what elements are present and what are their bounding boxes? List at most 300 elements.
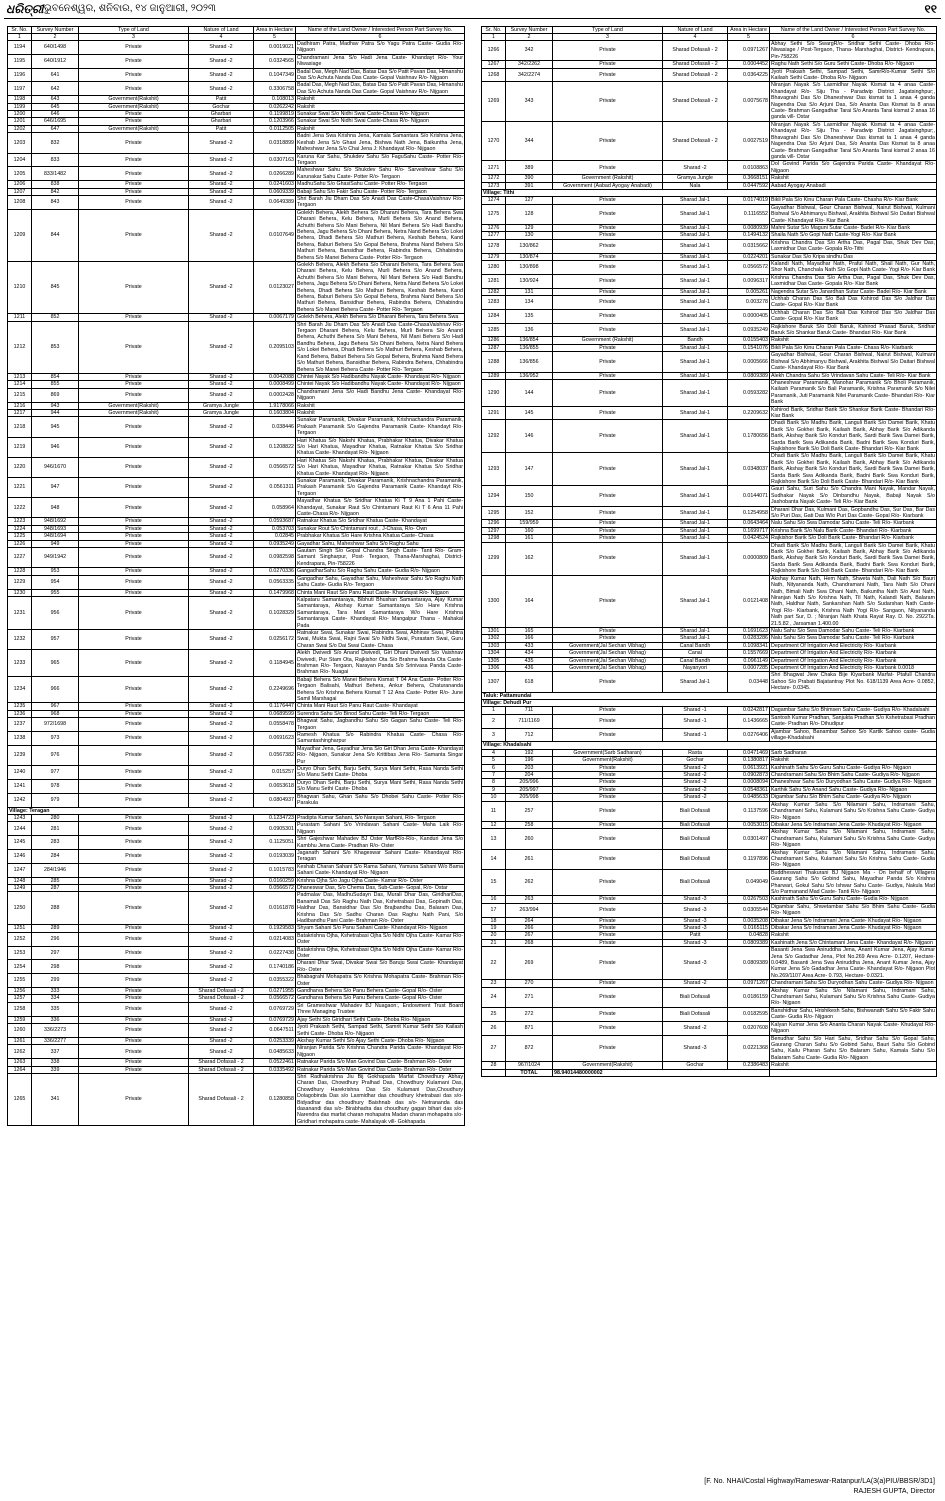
land-type-cell: Government(Sarb Sadharan) — [553, 749, 663, 756]
area-cell: 0.1203966 — [254, 118, 296, 125]
sr-no-cell: 1231 — [8, 596, 32, 629]
land-nature-cell: Sharad Dofasali - 2 — [189, 995, 254, 1002]
sr-no-cell: 1219 — [8, 437, 32, 457]
sr-no-cell: 1205 — [8, 167, 32, 181]
survey-number-cell: 833 — [32, 153, 79, 167]
sr-no-cell: 1294 — [482, 486, 506, 506]
sr-no-cell: 1203 — [8, 133, 32, 153]
survey-number-cell: 946 — [32, 437, 79, 457]
newspaper-brand: ଧରିତ୍ରୀ — [6, 2, 44, 16]
land-type-cell: Private — [79, 41, 189, 55]
table-row — [8, 417, 465, 437]
sr-no-cell: 1275 — [482, 204, 506, 224]
area-cell: 0.1436665 — [728, 714, 770, 728]
land-type-cell: Private — [553, 801, 663, 821]
sr-no-cell: 1303 — [482, 642, 506, 649]
land-nature-cell: Sharad -2 — [189, 498, 254, 518]
table-row — [482, 664, 937, 671]
table-row — [482, 749, 937, 756]
area-cell: 0.058964 — [254, 498, 296, 518]
land-type-cell: Private — [79, 849, 189, 863]
survey-number-cell: 165 — [506, 627, 553, 634]
area-cell: 0.0355322 — [254, 974, 296, 988]
survey-number-cell: 646 — [32, 111, 79, 118]
survey-number-cell: 948/1694 — [32, 533, 79, 540]
col-nature-of-land: Nature of Land — [663, 27, 728, 34]
land-type-cell: Private — [553, 527, 663, 534]
table-row — [8, 925, 465, 932]
area-cell: 0.02845 — [254, 533, 296, 540]
col-num: 3 — [553, 34, 663, 41]
sr-no-cell: 1251 — [8, 925, 32, 932]
survey-number-cell: 954 — [32, 575, 79, 589]
area-cell: 0.1176447 — [254, 703, 296, 710]
table-row — [8, 118, 465, 125]
survey-number-cell: 967/1024 — [506, 1062, 553, 1069]
right-notice-table — [481, 26, 937, 1077]
col-type-of-land: Type of Land — [79, 27, 189, 34]
table-row — [8, 836, 465, 850]
owner-name-cell: Batakrishna Ojha, Kshetrabasi Ojha S/o Nidhi Ojha Caste- Kamar R/o- Oster — [297, 932, 463, 946]
area-cell: 0.0647511 — [254, 1024, 296, 1038]
sr-no-cell: 1202 — [8, 125, 32, 132]
sr-no-cell: 1301 — [482, 627, 506, 634]
sr-no-cell: 1198 — [8, 96, 32, 103]
survey-number-cell: 845 — [32, 262, 79, 314]
col-num: 4 — [189, 34, 254, 41]
survey-number-cell: 853 — [32, 321, 79, 373]
land-nature-cell: Sharad -2 — [189, 321, 254, 373]
area-cell: 0.0276406 — [728, 728, 770, 742]
land-type-cell: Private — [79, 457, 189, 477]
survey-number-cell: 852 — [32, 314, 79, 321]
land-nature-cell: Biali Dofasali — [663, 801, 728, 821]
owner-name-cell: Krishna Barik S/o Nalu Barik Caste- Bhandari R/o- Kiarbank — [770, 527, 937, 534]
sr-no-cell: 21 — [482, 939, 506, 946]
table-row — [8, 629, 465, 649]
survey-number-cell: 342/2262 — [506, 61, 553, 68]
survey-number-cell: 711/1169 — [506, 714, 553, 728]
sr-no-cell: 1222 — [8, 498, 32, 518]
owner-name-cell: Bikli Pala S/o Kinu Charan Pala Caste- Chasha R/o- Kiar Bank — [770, 197, 937, 204]
land-type-cell: Private — [553, 224, 663, 231]
table-row — [8, 498, 465, 518]
land-nature-cell: Sharad -2 — [189, 1002, 254, 1016]
sr-no-cell: 18 — [482, 917, 506, 924]
land-type-cell: Private — [79, 111, 189, 118]
area-cell: 0.1028329 — [254, 596, 296, 629]
area-cell: 0.1098341 — [728, 642, 770, 649]
village-heading: Village: Dehudi Pur — [482, 700, 937, 707]
sr-no-cell: 14 — [482, 849, 506, 869]
sr-no-cell: 1249 — [8, 884, 32, 891]
sr-no-cell: 1226 — [8, 540, 32, 547]
owner-name-cell: Surendra Sahu S/o Binod Sahu Caste- Teli R/o- Tergaon — [296, 710, 465, 717]
owner-name-cell: Kalyan Kumar Jena S/o Ananta Charan Nayak Caste- Khudayat R/o- Nijgaon — [771, 1021, 935, 1035]
area-cell: 0.0165115 — [728, 925, 770, 932]
sr-no-cell: 1257 — [8, 995, 32, 1002]
owner-name-cell: Dhadi Barik S/o Madhu Barik, Languli Barik S/o Damei Barik, Khatu Barik S/o Gokhei Barik, Kailash Barik, Abhay Barik S/o Adikanda Barik, Akshay Barik S/o Konduri Barik, Sardi Barik Swa Damei Barik, Sarda Barik Swa Adikanda Barik, Badni Barik Swa Konduri Barik, Rajkishore Barik S/o Doli Barik Caste- Bhandari R/o- Kiar Bank — [771, 453, 935, 485]
table-row — [8, 153, 465, 167]
owner-name-cell: Hari Khatua S/o Nakshi Khatua, Prabhakar Khatua, Divakar Khatua S/o Hari Khatua, Mayadhar Khatua, Ratnakar Khatua S/o Sridhar Khatua Caste- Khandayat R/o- Nijgaon — [297, 437, 463, 457]
owner-name-cell: Gangadhar Sahu, Gayadhar Sahu, Maheshwar Sahu S/o Raghu Nath Sahu Caste- Gudia R/o- Tergaon — [297, 575, 463, 589]
survey-number-cell: 949 — [32, 540, 79, 547]
land-nature-cell: Gharbari — [189, 118, 254, 125]
survey-number-cell: 967 — [32, 703, 79, 710]
sr-no-cell: 1241 — [8, 779, 32, 793]
land-nature-cell: Sharad Jal-1 — [663, 232, 728, 239]
sr-no-cell: 26 — [482, 1021, 506, 1035]
survey-number-cell: 712 — [506, 728, 553, 742]
area-cell: 0.0593687 — [254, 518, 296, 525]
sr-no-cell: 1280 — [482, 261, 506, 275]
sr-no-cell: 1264 — [8, 1066, 32, 1073]
table-row — [482, 161, 937, 175]
table-row — [482, 764, 937, 771]
survey-number-cell: 205/996 — [506, 779, 553, 786]
land-nature-cell: Sharad Jal-1 — [663, 520, 728, 527]
land-nature-cell: Sharad -2 — [189, 568, 254, 575]
owner-name-cell: Kshirod Barik, Sridhar Barik S/o Shankar Barik Caste- Bhandari R/o- Kiar Bank — [771, 406, 935, 419]
land-nature-cell: Sharad Jal-1 — [663, 486, 728, 506]
owner-name-cell: Rakshit — [296, 409, 465, 416]
land-type-cell: Private — [79, 321, 189, 373]
owner-name-cell: Kalandi Nath, Mayadhar Nath, Praful Nath, Shail Nath, Gur Nath, Shor Nath, Chanchala Nath S/o Gopi Nath Caste- Yogi R/o- Kiar Bank — [771, 261, 935, 274]
sr-no-cell: 19 — [482, 925, 506, 932]
table-row — [482, 506, 937, 520]
land-nature-cell: Sharad -2 — [189, 195, 254, 209]
area-cell: 0.0566572 — [254, 884, 296, 891]
survey-number-cell: 297 — [32, 946, 79, 960]
table-row — [482, 939, 937, 946]
land-type-cell: Private — [553, 1007, 663, 1021]
sr-no-cell: 1306 — [482, 664, 506, 671]
land-type-cell: Private — [553, 779, 663, 786]
table-row — [482, 274, 937, 288]
survey-number-cell: 342 — [506, 41, 553, 61]
column-number-row — [482, 34, 937, 41]
land-nature-cell: Sharad Jal-1 — [663, 204, 728, 224]
area-cell: 0.1699717 — [728, 527, 770, 534]
land-type-cell: Private — [553, 453, 663, 486]
owner-name-cell: Uchhab Charan Das S/o Bali Das Kshirod Das S/o Jaldhar Das Caste- Gopal R/o- Kiar Bank — [771, 296, 935, 309]
table-row — [482, 917, 937, 924]
owner-name-cell: Mayadhar Khatua S/o Sridhar Khatua Ki T 9 Ana 1 Pahi Caste- Khandayat, Sunakar Raut S/o Chintamani Raut Ki T 6 Ana 11 Pahi Caste-Chasa R/o- Nijgaon — [297, 498, 463, 518]
table-row — [8, 402, 465, 409]
land-type-cell: Government(Rakshit) — [79, 96, 189, 103]
land-type-cell: Private — [79, 518, 189, 525]
survey-number-cell: 130/862 — [506, 239, 553, 253]
col-area: Area in Hectare — [254, 27, 296, 34]
owner-name-cell: Abhay Sethi S/o SwargR/o- Sridhar Sethi Caste- Dhoba R/o- Niwasiage / Post-Tergaon, Thana- Marshaghai, District- Kendrapara, Pin-758226 — [771, 41, 935, 60]
area-cell: 0.1184945 — [254, 650, 296, 677]
sr-no-cell: 1234 — [8, 676, 32, 703]
area-cell: 0.1199819 — [254, 111, 296, 118]
land-type-cell: Private — [553, 420, 663, 453]
owner-name-cell: Badal Das, Megh Nad Das, Batas Das S/o Patit Pavan Das, Himanshu Das S/o Achuta Nanda Das Caste- Gopal Vaishnav R/o- Nijgaon — [297, 82, 463, 95]
owner-name-cell: Hari Khatua S/o Nakshi Khatua, Prabhakar Khatua, Divakar Khatua S/o Hari Khatua, Mayadhar Khatua, Ratnakar Khatua S/o Sridhar Khatua Caste- Khandayat R/o- Nijgaon — [297, 457, 463, 477]
table-row — [8, 82, 465, 96]
table-row — [482, 627, 937, 634]
survey-number-cell: 948/1693 — [32, 525, 79, 532]
owner-name-cell: Rajkishor Barik S/o Doli Barik Caste- Bhandari R/o- Kiarbank — [770, 535, 937, 542]
survey-number-cell: 128 — [506, 204, 553, 224]
area-cell: 0.0485633 — [254, 1045, 296, 1059]
owner-name-cell: Dhaneshwar Sahu S/o Duryodhan Sahu Caste- Gudiya R/o- Nijgaon — [770, 779, 937, 786]
survey-number-cell: 269 — [506, 947, 553, 980]
sr-no-cell: 1197 — [8, 82, 32, 96]
sr-no-cell: 1220 — [8, 457, 32, 477]
sr-no-cell: 1287 — [482, 344, 506, 351]
survey-number-cell: 647 — [32, 125, 79, 132]
land-type-cell: Private — [553, 869, 663, 896]
land-type-cell: Private — [553, 232, 663, 239]
land-type-cell: Private — [79, 863, 189, 877]
col-owner-name: Name of the Land Owner / Interested Person Part Survey No. — [296, 27, 465, 34]
table-row — [482, 82, 937, 121]
table-row — [8, 946, 465, 960]
land-nature-cell: Sharad -3 — [663, 939, 728, 946]
area-cell: 0.1197896 — [728, 849, 770, 869]
owner-name-cell: Akshay Kumar Sahu S/o Nilamani Sahu, Indramani Sahu, Chandramani Sahu, Kulamani Sahu S/o Krishna Sahu Caste- Gudiya R/o- Nijgaon — [771, 987, 935, 1007]
area-cell: 0.0613921 — [728, 764, 770, 771]
sr-no-cell: 27 — [482, 1035, 506, 1062]
land-type-cell: Private — [553, 296, 663, 310]
table-row — [8, 932, 465, 946]
area-cell: 0.1116552 — [728, 204, 770, 224]
table-row — [8, 125, 465, 132]
table-row — [8, 884, 465, 891]
survey-number-cell: 646/1695 — [32, 118, 79, 125]
land-nature-cell: Bandh — [663, 337, 728, 344]
land-type-cell: Private — [79, 596, 189, 629]
owner-name-cell: Bhagwat Sahu, Jagbandhu Sahu S/o Gagan Sahu Caste- Teli R/o- Tergaon — [297, 718, 463, 731]
owner-name-cell: Dhadi Barik S/o Madhu Barik, Languli Barik S/o Damei Barik, Khatu Barik S/o Gokhei Barik, Kailash Barik, Abhay Barik S/o Adikanda Barik, Akshay Barik S/o Konduri Barik, Sardi Barik Swa Damei Barik, Sarda Barik Swa Adikanda Barik, Badni Barik Swa Konduri Barik, Rajkishore Barik S/o Doli Barik Caste- Bhandari R/o- Kiar Bank — [771, 542, 935, 575]
land-nature-cell: Sharad -2 — [189, 732, 254, 746]
owner-name-cell: Bikli Pala S/o Kinu Charan Pala Caste- Chasa R/o- Kiarbank — [770, 344, 937, 351]
land-type-cell: Private — [79, 188, 189, 195]
land-nature-cell: Sharad -2 — [189, 1024, 254, 1038]
table-row — [482, 635, 937, 642]
owner-name-cell: Chandramani Jena S/o Hadi Jena Caste- Khandayt R/o- Your Niwasiage — [297, 54, 463, 68]
owner-name-cell: Duryo Dhan Sethi, Barju Sethi, Surya Mani Sethi, Rasa Nanda Sethi S/o Manu Sethi Caste- Dhoba — [297, 766, 463, 779]
survey-number-cell: 166 — [506, 635, 553, 642]
survey-number-cell: 645 — [32, 103, 79, 110]
area-cell: 0.0522461 — [254, 1059, 296, 1066]
area-cell: 0.0267503 — [728, 896, 770, 903]
sr-no-cell: 1216 — [8, 402, 32, 409]
table-row — [482, 728, 937, 742]
owner-name-cell: Sarb Sadharan — [770, 749, 937, 756]
owner-name-cell: Buddheswari Thakurani BJ Nijgaon Ma - On behalf of Villagers Gaurang Sahu S/o Gobind Sahu, Mayadhar Panda S/o Krishna Pharwari, Gokul Sahu S/o Ishwar Sahu Caste- Gudiya, Nakula Mad S/o Parmanand Mad Caste- Tanti R/o- Nijgaon — [771, 869, 935, 895]
land-nature-cell: Sharad -2 — [189, 575, 254, 589]
table-row — [482, 575, 937, 627]
area-cell: 0.0653618 — [254, 779, 296, 793]
area-cell: 0.3306758 — [254, 82, 296, 96]
col-num: 1 — [8, 34, 32, 41]
land-type-cell: Private — [79, 988, 189, 995]
land-type-cell: Private — [79, 960, 189, 974]
owner-name-cell: Prabhakar Khatua S/o Hare Krishna Khatua Caste- Chasa — [296, 533, 465, 540]
land-type-cell: Private — [553, 821, 663, 828]
land-type-cell: Private — [79, 373, 189, 380]
land-nature-cell: Sharad -2 — [189, 457, 254, 477]
land-nature-cell: Sharad -2 — [663, 764, 728, 771]
survey-number-cell: 833/1482 — [32, 167, 79, 181]
survey-number-cell: 948/1692 — [32, 518, 79, 525]
land-nature-cell: Sharad -2 — [189, 373, 254, 380]
land-type-cell: Government(Rakshit) — [553, 757, 663, 764]
land-nature-cell: Rasta — [663, 749, 728, 756]
sr-no-cell: 1239 — [8, 745, 32, 765]
survey-number-cell: 160 — [506, 527, 553, 534]
land-nature-cell: Sharad Jal-1 — [663, 379, 728, 406]
sr-no-cell: 1208 — [8, 195, 32, 209]
owner-name-cell: Basanti Jena Swa Aniruddha Jena, Anant Kumar Jena, Ajay Kumar Jena S/o Gadadhar Jena, Plot No.269 Area Acre- 0.1207, Hectare- 0.0489, Basanti Jena Swa Aniruddha Jena, Anant Kumar Jena, Ajay Kumar Jena S/o Gadadhar Jena Caste- Khandayat R/o- Nijgaon Plot No.269/1107 Area Acre- 0.793, Hectare- 0.0321. — [771, 947, 935, 979]
owner-name-cell: Rakshit — [296, 402, 465, 409]
table-row — [482, 779, 937, 786]
owner-name-cell: Golekh Behera, Alekh Behera S/o Dharani Behera, Tara Behera Swa Dharani Behera, Kelu Behera, Murli Behera S/o Anand Behera, Achuthi Behera S/o Mani Behera, Nil Mani Behera S/o Hadi Bandhu Behera, Jagu Behera S/o Dhani Behera, Netra Nand Behera S/o Lokei Behera, Dhadi Behera S/o Mathuri Behera, Keshab Behera, Kand Behera, Baburi Behera S/o Gopal Behera, Brahma Nand Behera S/o Mathuri Behera, Bansidhar Behera, Rabindra Behera, Chhabindra Behera S/o Manei Behera Caste- Potter R/o- Tergaon — [297, 209, 463, 261]
table-row — [8, 167, 465, 181]
survey-number-cell: 136/855 — [506, 344, 553, 351]
survey-number-cell: 334 — [32, 995, 79, 1002]
area-cell: 0.2249696 — [254, 676, 296, 703]
table-row — [8, 548, 465, 568]
land-type-cell: Government(Rakshit) — [79, 409, 189, 416]
land-nature-cell: Sharad Jal-1 — [663, 635, 728, 642]
sr-no-cell: 1236 — [8, 710, 32, 717]
sr-no-cell: 1305 — [482, 657, 506, 664]
table-row — [482, 896, 937, 903]
owner-name-cell: Gayadhar Bishwal, Gour Charan Bishwal, Nairut Bishwal, Kulmani Bishwal S/o Abhimanyu Bishwal, Arakhita Bishwal S/o Daitari Bishwal Caste- Khandayat R/o- Kiar Bank — [771, 352, 935, 372]
owner-name-cell: Niranjan Parida S/o Krishna Chandra Parida Caste- Khandayat R/o- Nijgaon — [297, 1045, 463, 1058]
land-nature-cell: Biali Dofasali — [663, 829, 728, 849]
land-nature-cell: Sharad Jal-1 — [663, 575, 728, 627]
owner-name-cell: Rakshit — [296, 125, 465, 132]
table-row — [482, 41, 937, 61]
owner-name-cell: Nalu Sahu S/o Swa Damodar Sahu Caste- Teli R/o- Kiarbank — [770, 627, 937, 634]
land-type-cell: Private — [79, 703, 189, 710]
survey-number-cell: 949/1942 — [32, 548, 79, 568]
owner-name-cell: Chintei Nayak S/o Hadibandhu Nayak Caste- Khandayat R/o- Nijgaon — [296, 373, 465, 380]
sr-no-cell: 1244 — [8, 822, 32, 836]
total-value: 98.94014480000002 — [553, 1069, 770, 1076]
table-row — [482, 869, 937, 896]
land-nature-cell: Sharad -2 — [663, 772, 728, 779]
owner-name-cell: Benudhar Sahu S/o Hari Sahu, Sridhar Sahu S/o Gopal Sahu, Gaurang Charan Sahu S/o Gobind Sahu, Bauri Sahu S/o Gobind Sahu, Kailu Pharan Sahu S/o Balaram Sahu, Kamala Sahu S/o Balaram Sahu Caste- Gudia R/o- Nijgaon — [771, 1035, 935, 1061]
area-cell: 0.0027519 — [728, 121, 770, 160]
owner-name-cell: Akshay Kumar Sethi S/o Ajay Sethi Caste- Dhoba R/o- Nijgaon — [296, 1037, 465, 1044]
land-nature-cell: Nala — [663, 182, 728, 189]
owner-name-cell: Batakrishna Ojha, Kshetrabasi Ojha S/o Nidhi Ojha Caste- Kamar R/o- Oster — [297, 946, 463, 960]
land-type-cell: Government(Jal Sechan Vibhag) — [553, 642, 663, 649]
owner-name-cell: Akshay Kumar Nath, Hem Nath, Shweta Nath, Dali Nath S/o Bauri Nath, Nityananda Nath, Chandramani Nath, Tara Nath S/o Dhani Nath, Bimali Nath Swa Dhani Nath, Baikuntha Nath S/o Arat Nath, Niranjan Nath S/o Krishna Nath, Til Nath, Kalandi Nath, Balaram Nath, Haldhar Nath, Sankarshan Nath S/o Sudarshan Nath Caste- Yogi R/o- Kiarbank, Krishna Nath Yogi R/o- Sangaon, Nityananda Nath part Sur, D. ; Niranjan Nath Khata Rayat Ray. D. No. 2922Ta. 21.5.82 , Jarsaman 1.400.00 — [771, 575, 935, 627]
table-row — [482, 707, 937, 714]
sr-no-cell: 1270 — [482, 121, 506, 160]
area-cell: 0.0364225 — [728, 68, 770, 82]
land-nature-cell: Sharad -2 — [663, 980, 728, 987]
table-row — [8, 195, 465, 209]
table-row — [482, 204, 937, 224]
owner-name-cell: Dibakar Jena S/o Indramani Jena Caste- Khudayat R/o- Nijgaon — [770, 917, 937, 924]
owner-name-cell: Rakshit — [770, 757, 937, 764]
survey-number-cell: 145 — [506, 406, 553, 420]
land-nature-cell: Sharad -2 — [189, 388, 254, 402]
land-nature-cell: Sharad -2 — [189, 596, 254, 629]
survey-number-cell: 338 — [32, 1059, 79, 1066]
table-row — [8, 793, 465, 807]
land-nature-cell: Sharad Jal-1 — [663, 527, 728, 534]
column-number-row — [8, 34, 465, 41]
owner-name-cell: Nalu Sahu S/o Swa Damodar Sahu Caste- Teli R/o- Kiarbank — [770, 520, 937, 527]
table-row — [482, 987, 937, 1007]
land-type-cell: Private — [553, 121, 663, 160]
land-type-cell: Government (Aabad Ayogay Anabadi) — [553, 182, 663, 189]
land-type-cell: Private — [79, 498, 189, 518]
owner-name-cell: Digambar Sahu S/o Bhim Sahu Caste- Gudiya R/o- Nijgaon — [770, 794, 937, 801]
land-nature-cell: Sharad -2 — [663, 794, 728, 801]
land-nature-cell: Sharad -2 — [189, 892, 254, 925]
owner-name-cell: Sunakar Paramanik, Divakar Paramanik, Krishnachandra Paramanik, Prakash Paramanik S/o Gajendra Paramanik Caste- Khandayt R/o- Tergaon — [297, 478, 463, 497]
sr-no-cell: 1238 — [8, 732, 32, 746]
area-cell: 0.0075678 — [728, 82, 770, 121]
col-sr-no: Sr. No. — [482, 27, 506, 34]
owner-name-cell: Digambar Sahu, Shwetambar Sahu S/o Bhim Sahu Caste- Gudia R/o- Nijgaon — [771, 903, 935, 917]
table-row — [8, 68, 465, 82]
area-cell: 0.0256172 — [254, 629, 296, 649]
table-row — [482, 535, 937, 542]
land-nature-cell: Sharad -3 — [663, 925, 728, 932]
area-cell: 0.1691623 — [728, 627, 770, 634]
land-nature-cell: Sharad -3 — [663, 917, 728, 924]
owner-name-cell: Sunakar Paramanik, Divakar Paramanik, Krishnachandra Paramanik, Prakash Paramanik S/o Gajendra Paramanik Caste- Khandayt R/o- Tergaon — [297, 417, 463, 437]
survey-number-cell: 136/952 — [506, 372, 553, 379]
owner-name-cell: Santosh Kumar Pradhan, Sanjukta Pradhan S/o Kshetrabasi Pradhan Caste- Pradhan R/o- Dihudipur — [771, 714, 935, 728]
table-row — [482, 657, 937, 664]
owner-name-cell: Krishna Chandra Das S/o Artha Das, Pagal Das, Shuk Dev Das, Laxmidhar Das Caste- Gopala R/o- Kiar Bank — [771, 274, 935, 288]
owner-name-cell: Gayadhar Bishwal, Gour Charan Bishwal, Nairut Bishwal, Kulmani Bishwal S/o Abhimanyu Bishwal, Arakhita Bishwal S/o Daitari Bishwal Caste- Khandayat R/o- Kiar Bank — [771, 204, 935, 224]
land-type-cell: Private — [79, 946, 189, 960]
land-type-cell: Private — [79, 167, 189, 181]
table-row — [482, 829, 937, 849]
area-cell: 0.03448 — [728, 672, 770, 692]
survey-number-cell: 968 — [32, 710, 79, 717]
land-nature-cell: Biali Dofasali — [663, 987, 728, 1007]
area-cell: 0.0809389 — [728, 372, 770, 379]
owner-name-cell: Dharani Dhar Das, Kulmani Das, Gopbandhu Das, Sur Das, Bar Das S/o Puri Das, Gati Das W/o Puri Das Caste- Gopal R/o- Kiarbank — [771, 506, 935, 520]
survey-number-cell: 136 — [506, 323, 553, 337]
survey-number-cell: 335 — [32, 1002, 79, 1016]
survey-number-cell: 258 — [506, 821, 553, 828]
table-row — [8, 710, 465, 717]
village-heading: Taluk: Pattamundai — [482, 692, 937, 699]
owner-name-cell: Nagendra Sutar S/o Janardhan Sutar Caste- Badei R/o- Kiar Bank — [770, 288, 937, 295]
land-type-cell: Private — [79, 1037, 189, 1044]
right-table-body — [482, 41, 937, 1077]
table-row — [8, 388, 465, 402]
land-nature-cell: Sharad Dofasali - 2 — [189, 1073, 254, 1125]
survey-number-cell: 972/1698 — [32, 718, 79, 732]
table-row — [8, 732, 465, 746]
land-type-cell: Private — [79, 884, 189, 891]
owner-name-cell: Duryo Dhan Sethi, Barju Sethi, Surya Mani Sethi, Rasa Nanda Sethi S/o Manu Sethi Caste- Dhoba — [297, 779, 463, 793]
owner-name-cell: Sunakar Rout S/o Chintamani rout , J-Chasa, R/o- Own — [296, 525, 465, 532]
table-row — [482, 757, 937, 764]
sr-no-cell: 1304 — [482, 650, 506, 657]
table-row — [8, 779, 465, 793]
survey-number-cell: 281 — [32, 822, 79, 836]
survey-number-cell: 953 — [32, 568, 79, 575]
